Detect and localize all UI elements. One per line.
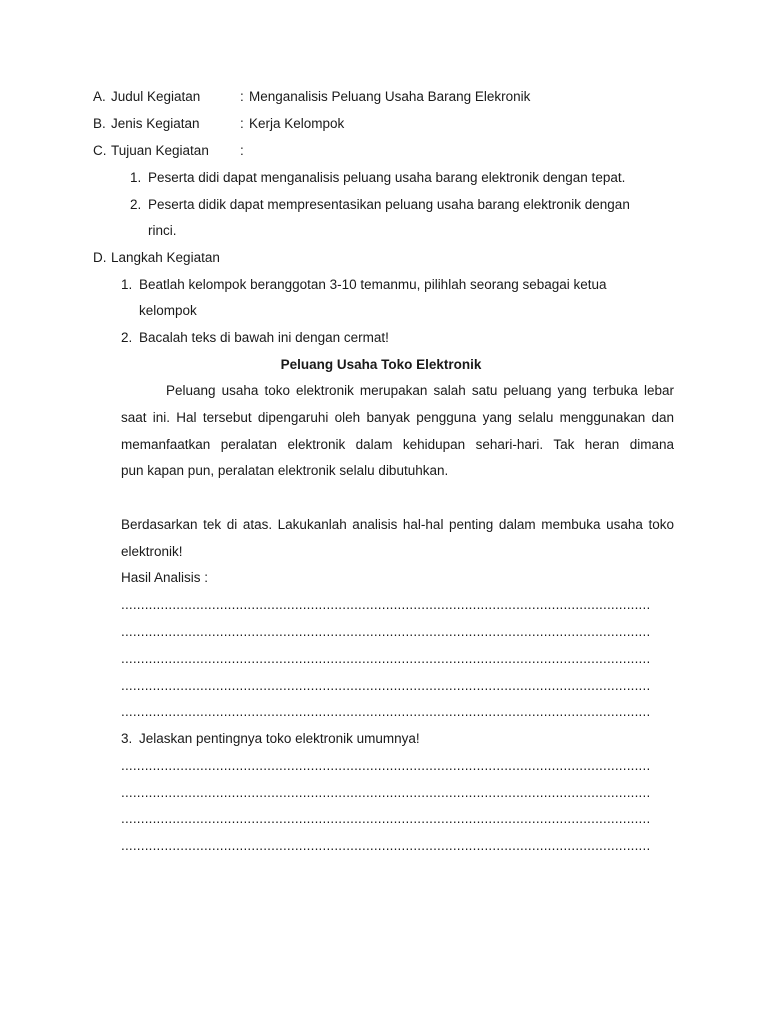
answer-line-4[interactable]: ...................................................................................................................................... [121, 678, 651, 693]
reading-line-1: Peluang usaha toko elektronik merupakan salah satu peluang yang terbuka lebar [166, 383, 674, 398]
question-3-text: Jelaskan pentingnya toko elektronik umumnya! [139, 731, 420, 746]
objective-1-marker: 1. [130, 170, 142, 185]
objective-2-marker: 2. [130, 197, 142, 212]
answer-line-5[interactable]: ...................................................................................................................................... [121, 704, 651, 719]
answer-line-7[interactable]: ...................................................................................................................................... [121, 785, 651, 800]
reading-title: Peluang Usaha Toko Elektronik [280, 357, 482, 372]
answer-line-2[interactable]: ...................................................................................................................................... [121, 624, 651, 639]
label-langkah-kegiatan: Langkah Kegiatan [111, 250, 220, 265]
marker-a: A. [93, 89, 106, 104]
step-2-marker: 2. [121, 330, 133, 345]
objective-1-text: Peserta didi dapat menganalisis peluang usaha barang elektronik dengan tepat. [148, 170, 626, 185]
step-2-text: Bacalah teks di bawah ini dengan cermat! [139, 330, 389, 345]
marker-d: D. [93, 250, 107, 265]
answer-line-1[interactable]: ...................................................................................................................................... [121, 597, 651, 612]
reading-line-2: saat ini. Hal tersebut dipengaruhi oleh banyak pengguna yang selalu menggunakan dan [121, 410, 674, 425]
marker-b: B. [93, 116, 106, 131]
step-1-text: Beatlah kelompok beranggotan 3-10 temanmu, pilihlah seorang sebagai ketua [139, 277, 607, 292]
instruction-line-1: Berdasarkan tek di atas. Lakukanlah analisis hal-hal penting dalam membuka usaha toko [121, 517, 674, 532]
instruction-line-2: elektronik! [121, 544, 183, 559]
colon-a: : [240, 89, 244, 104]
marker-c: C. [93, 143, 107, 158]
label-jenis-kegiatan: Jenis Kegiatan [111, 116, 200, 131]
value-judul-kegiatan: Menganalisis Peluang Usaha Barang Elekronik [249, 89, 531, 104]
label-tujuan-kegiatan: Tujuan Kegiatan [111, 143, 209, 158]
colon-c: : [240, 143, 244, 158]
answer-line-9[interactable]: ...................................................................................................................................... [121, 838, 651, 853]
reading-line-3: memanfaatkan peralatan elektronik dalam kehidupan sehari-hari. Tak heran dimana [121, 437, 674, 452]
answer-line-8[interactable]: ...................................................................................................................................... [121, 811, 651, 826]
colon-b: : [240, 116, 244, 131]
reading-line-4: pun kapan pun, peralatan elektronik selalu dibutuhkan. [121, 463, 449, 478]
answer-line-3[interactable]: ...................................................................................................................................... [121, 651, 651, 666]
value-jenis-kegiatan: Kerja Kelompok [249, 116, 345, 131]
label-judul-kegiatan: Judul Kegiatan [111, 89, 201, 104]
objective-2-continuation: rinci. [148, 223, 177, 238]
objective-2-text: Peserta didik dapat mempresentasikan peluang usaha barang elektronik dengan [148, 197, 630, 212]
result-label: Hasil Analisis : [121, 570, 209, 585]
question-3-marker: 3. [121, 731, 133, 746]
step-1-marker: 1. [121, 277, 133, 292]
answer-line-6[interactable]: ...................................................................................................................................... [121, 758, 651, 773]
step-1-continuation: kelompok [139, 303, 197, 318]
